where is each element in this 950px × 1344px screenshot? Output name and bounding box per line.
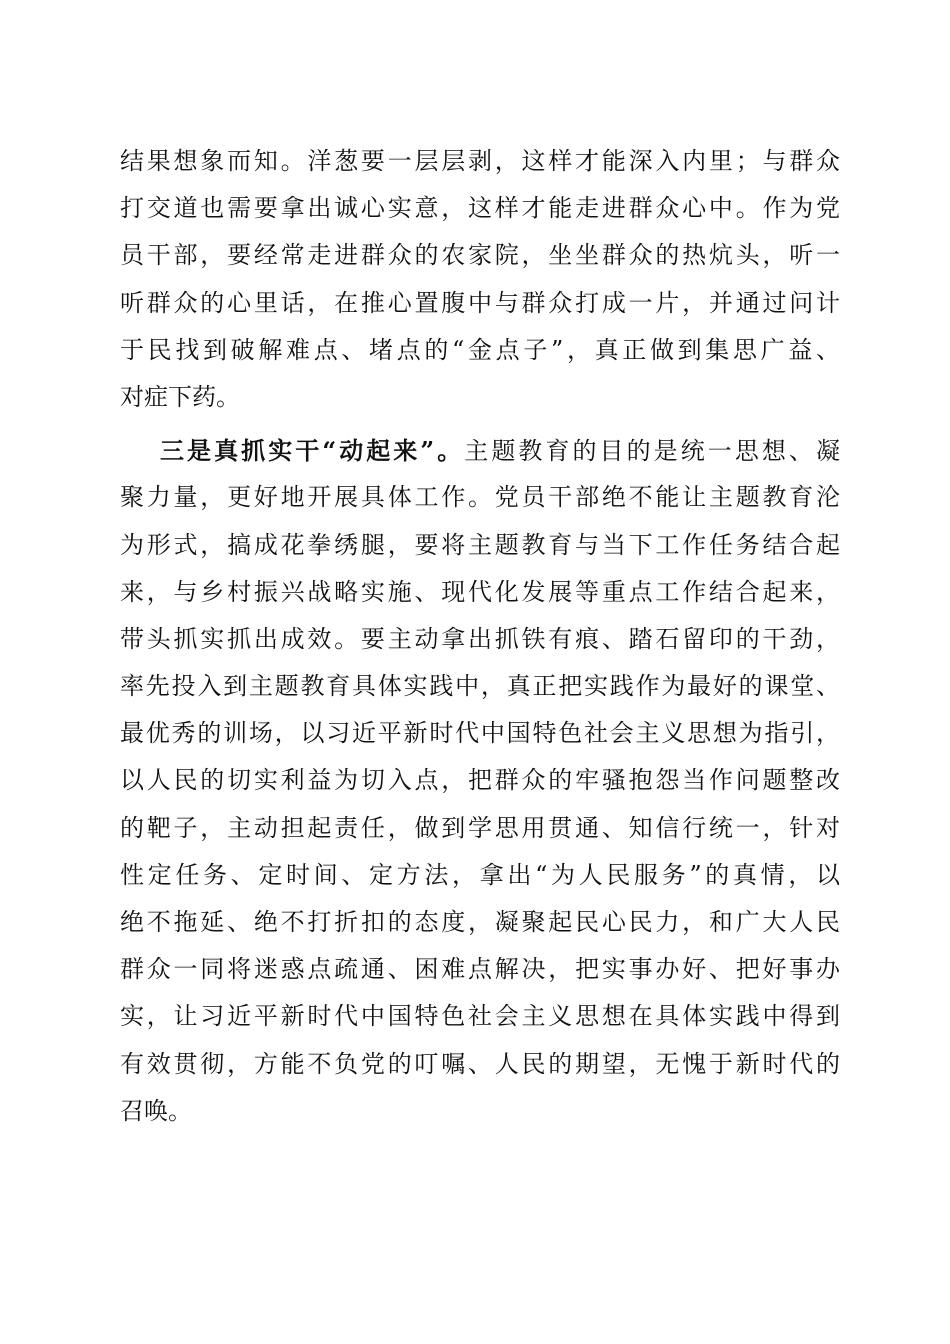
- paragraph-line: 结果想象而知。洋葱要一层层剥，这样才能深入内里；与群众: [120, 147, 840, 175]
- paragraph-line: 来，与乡村振兴战略实施、现代化发展等重点工作结合起来，: [120, 577, 840, 606]
- paragraph-line: 实，让习近平新时代中国特色社会主义思想在具体实践中得到: [120, 1002, 840, 1031]
- paragraph-line: 聚力量，更好地开展具体工作。党员干部绝不能让主题教育沦: [120, 483, 840, 512]
- paragraph-line: 对症下药。: [120, 382, 240, 411]
- paragraph-1: [120, 138, 840, 421]
- paragraph-line: 以人民的切实利益为切入点，把群众的牢骚抱怨当作问题整改: [120, 766, 840, 795]
- paragraph-heading: 三是真抓实干“动起来”。: [160, 436, 465, 466]
- paragraph-line: 主题教育的目的是统一思想、凝: [464, 437, 841, 466]
- paragraph-line: 听群众的心里话，在推心置腹中与群众打成一片，并通过问计: [120, 288, 840, 317]
- paragraph-2: [120, 427, 840, 1135]
- paragraph-line: 群众一同将迷惑点疏通、困难点解决，把实事办好、把好事办: [120, 955, 840, 984]
- paragraph-line: 绝不拖延、绝不打折扣的态度，凝聚起民心民力，和广大人民: [120, 908, 840, 936]
- paragraph-line: 于民找到破解难点、堵点的“金点子”，真正做到集思广益、: [120, 335, 840, 364]
- paragraph-first-line: [120, 427, 840, 474]
- paragraph-line: 召唤。: [120, 1096, 192, 1125]
- paragraph-line: 有效贯彻，方能不负党的叮嘱、人民的期望，无愧于新时代的: [120, 1049, 840, 1078]
- paragraph-line: 带头抓实抓出成效。要主动拿出抓铁有痕、踏石留印的干劲，: [120, 624, 840, 653]
- paragraph-line: 打交道也需要拿出诚心实意，这样才能走进群众心中。作为党: [120, 194, 840, 223]
- document-body: [120, 138, 840, 1135]
- paragraph-line: 员干部，要经常走进群众的农家院，坐坐群众的热炕头，听一: [120, 241, 840, 270]
- paragraph-line: 最优秀的训场，以习近平新时代中国特色社会主义思想为指引，: [120, 719, 840, 748]
- paragraph-line: 性定任务、定时间、定方法，拿出“为人民服务”的真情，以: [120, 860, 840, 889]
- paragraph-line: 为形式，搞成花拳绣腿，要将主题教育与当下工作任务结合起: [120, 530, 840, 559]
- paragraph-line: 的靶子，主动担起责任，做到学思用贯通、知信行统一，针对: [120, 813, 840, 842]
- paragraph-line: 率先投入到主题教育具体实践中，真正把实践作为最好的课堂、: [120, 672, 840, 701]
